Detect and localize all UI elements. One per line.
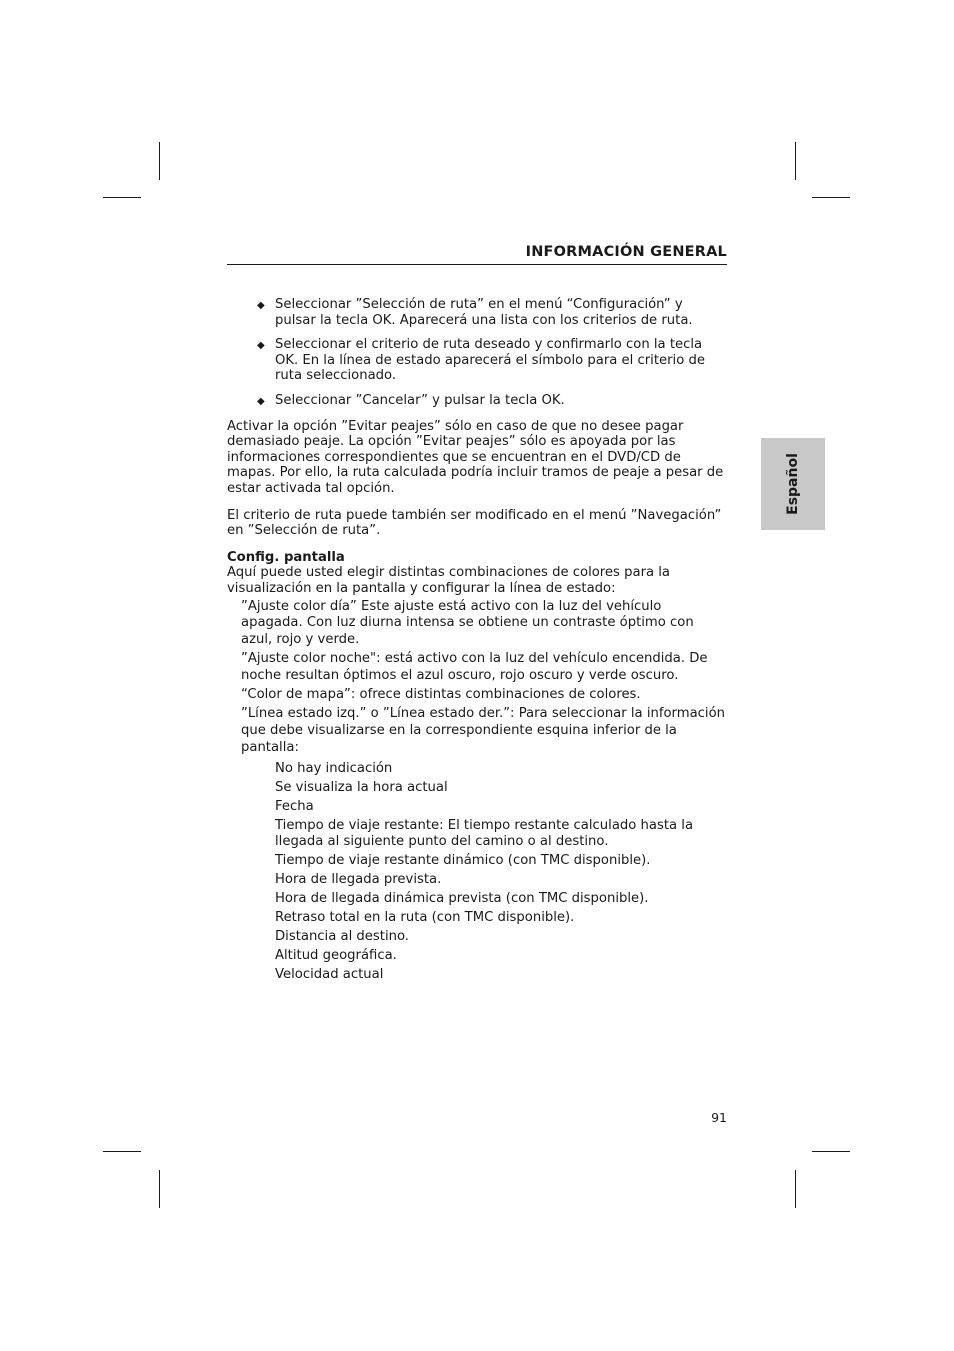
paragraph-route-criteria: El criterio de ruta puede también ser modificado en el menú ”Navegación” en ”Selección de ruta”. [227,507,722,539]
bullet-item: ◆ Seleccionar ”Selección de ruta” en el menú “Configuración” y pulsar la tecla OK. Aparecerá una lista con los criterios de ruta. [257,297,693,328]
bullet-item: ◆ Seleccionar el criterio de ruta deseado y confirmarlo con la tecla OK. En la línea de estado aparecerá el símbolo para el criterio de ruta seleccionado. [257,337,705,384]
crop-mark-top-left-h [103,197,141,198]
status-item: Se visualiza la hora actual [275,779,448,795]
section-header: INFORMACIÓN GENERAL [525,244,727,260]
language-tab-label: Español [785,453,801,515]
status-item: Tiempo de viaje restante: El tiempo restante calculado hasta la llegada al siguiente punto del camino o al destino. [275,817,694,849]
paragraph-toll: Activar la opción ”Evitar peajes” sólo en caso de que no desee pagar demasiado peaje. La opción ”Evitar peajes” sólo es apoyada por las informaciones correspondientes que se encuentran en el DVD/CD de mapas. Por ello, la ruta calculada podría incluir tramos de peaje a pesar de estar activada tal opción. [227,418,724,496]
status-item: Hora de llegada prevista. [275,871,442,887]
language-tab [761,438,825,530]
diamond-bullet-icon: ◆ [257,340,265,352]
bullet-list [227,297,727,409]
header-rule [227,264,727,265]
crop-mark-bottom-right-v [795,1170,796,1208]
option-list [227,599,727,757]
crop-mark-bottom-left-h [103,1151,141,1152]
diamond-bullet-icon: ◆ [257,300,265,311]
status-item: Altitud geográfica. [275,947,397,963]
bullet-item: ◆ Seleccionar ”Cancelar” y pulsar la tecla OK. [257,392,565,408]
crop-mark-top-left-v [159,142,160,180]
crop-mark-top-right-h [812,197,850,198]
crop-mark-bottom-right-h [812,1151,850,1152]
option-item: ”Ajuste color noche": está activo con la luz del vehículo encendida. De noche resultan óptimos el azul oscuro, rojo oscuro y verde oscuro. [241,651,708,684]
page-number: 91 [711,1110,727,1125]
option-item: ”Línea estado izq.” o ”Línea estado der.”: Para seleccionar la información que debe visualizarse en la correspondiente esquina inferior de la pantalla: [241,706,726,756]
crop-mark-bottom-left-v [159,1170,160,1208]
crop-mark-top-right-v [795,142,796,180]
section-intro: Aquí puede usted elegir distintas combinaciones de colores para la visualización en la pantalla y configurar la línea de estado: [227,565,671,596]
section-heading: Config. pantalla [227,549,345,565]
status-item: Hora de llegada dinámica prevista (con TMC disponible). [275,890,649,906]
diamond-bullet-icon: ◆ [257,395,265,407]
status-item: Fecha [275,798,314,814]
option-item: ”Ajuste color día” Este ajuste está activo con la luz del vehículo apagada. Con luz diurna intensa se obtiene un contraste óptimo con azul, rojo y verde. [241,598,694,648]
status-item: Distancia al destino. [275,928,409,944]
status-item-list [227,761,727,983]
status-item: No hay indicación [275,760,393,776]
status-item: Retraso total en la ruta (con TMC disponible). [275,909,575,925]
status-item: Tiempo de viaje restante dinámico (con TMC disponible). [275,852,651,868]
page-content [227,297,727,986]
option-item: “Color de mapa”: ofrece distintas combinaciones de colores. [241,687,641,703]
status-item: Velocidad actual [275,966,384,982]
